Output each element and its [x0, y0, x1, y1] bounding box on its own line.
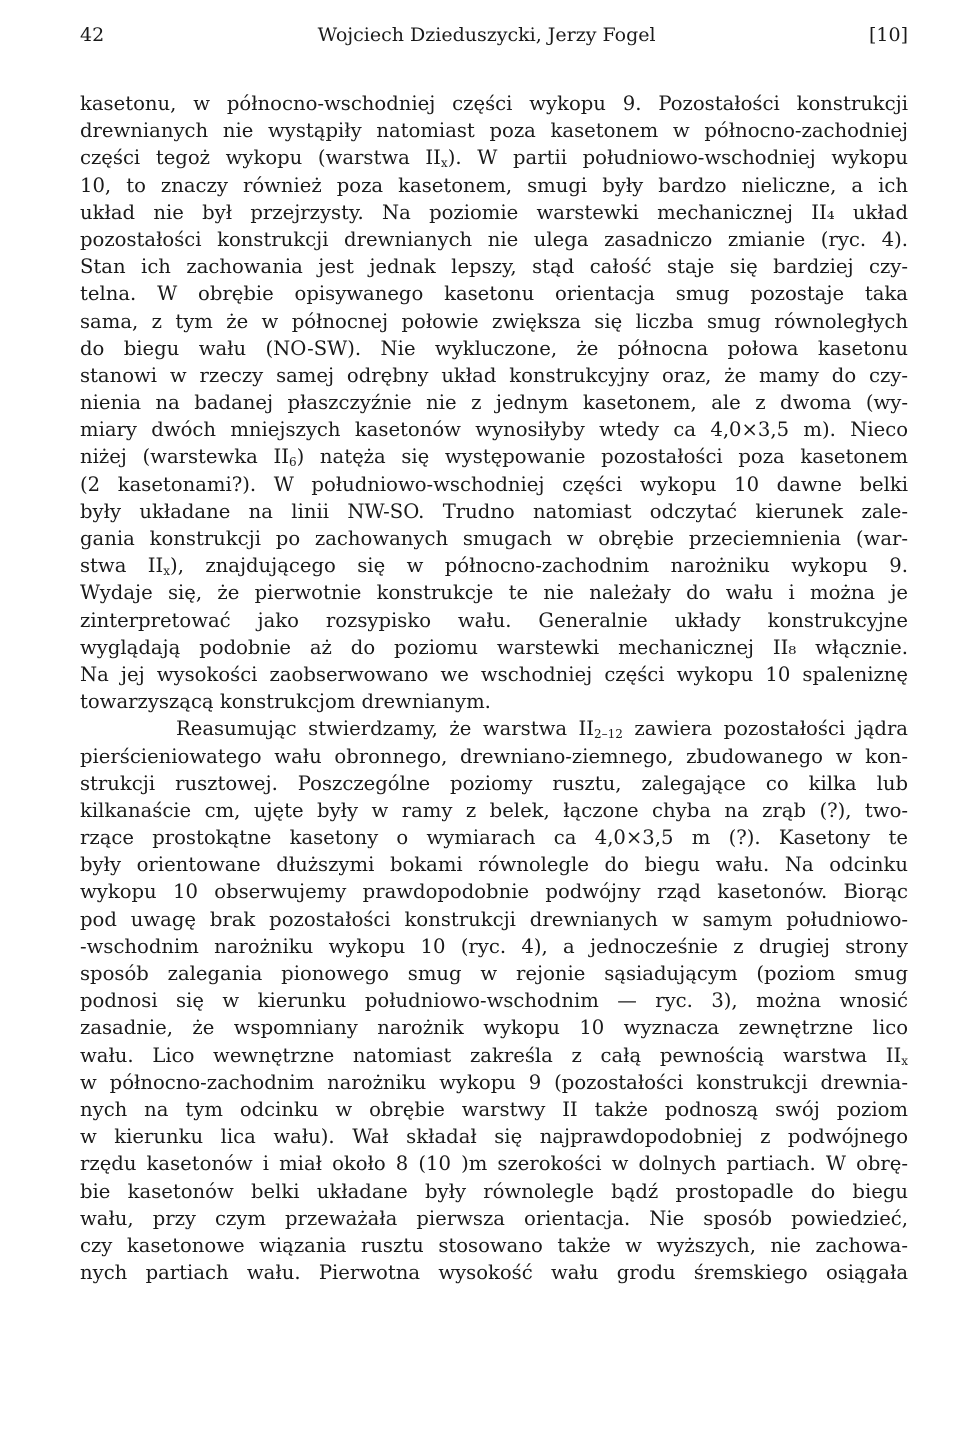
text-line: wyglądają podobnie aż do poziomu warstewki mechanicznej II₈ włącznie. — [80, 635, 908, 659]
text-line: bie kasetonów belki układane były równolegle bądź prostopadle do biegu — [80, 1179, 908, 1203]
text-line: rzędu kasetonów i miał około 8 (10 )m szerokości w dolnych partiach. W obrę- — [80, 1152, 908, 1176]
text-line: towarzyszącą konstrukcjom drewnianym. — [80, 690, 491, 714]
text-line: wykopu 10 obserwujemy prawdopodobnie podwójny rząd kasetonów. Biorąc — [80, 880, 908, 904]
text-line: 10, to znaczy również poza kasetonem, smugi były bardzo nieliczne, a ich — [80, 173, 908, 197]
text-line: pod uwagę brak pozostałości konstrukcji drewnianych w samym południowo- — [80, 907, 908, 931]
text-line: do biegu wału (NO-SW). Nie wykluczone, że północna połowa kasetonu — [80, 336, 908, 360]
text-line: pierścieniowatego wału obronnego, drewniano-ziemnego, zbudowanego w kon- — [80, 744, 908, 768]
text-line: Reasumując stwierdzamy, że warstwa $II_{2-12}$ zawiera pozostałości jądra — [176, 717, 908, 742]
text-line: Wydaje się, że pierwotnie konstrukcje te nie należały do wału i można je — [80, 581, 908, 605]
subscript: 2–12 — [594, 727, 623, 742]
subscript: x — [440, 156, 448, 171]
text-line: czy kasetonowe wiązania rusztu stosowano także w wyższych, nie zachowa- — [80, 1233, 908, 1257]
text-line: nych partiach wału. Pierwotna wysokość wału grodu śremskiego osiągała — [80, 1261, 908, 1285]
text-line: stanowi w rzeczy samej odrębny układ konstrukcyjny oraz, że mamy do czy- — [80, 363, 908, 387]
text-line: wału. Lico wewnętrzne natomiast zakreśla z całą pewnością warstwa $II_x$ — [80, 1043, 908, 1068]
text-line: zasadnie, że wspomniany narożnik wykopu 10 wyznacza zewnętrzne lico — [80, 1016, 908, 1040]
text-line: drewnianych nie wystąpiły natomiast poza kasetonem w północno-zachodniej — [80, 119, 908, 143]
subscript: x — [901, 1053, 908, 1068]
text-line: gania konstrukcji po zachowanych smugach w obrębie przeciemnienia (war- — [80, 527, 908, 550]
text-line: części tegoż wykopu (warstwa $II_x$). W partii południowo-wschodniej wykopu — [80, 146, 908, 171]
text-line: układ nie był przejrzysty. Na poziomie warstewki mechanicznej II₄ układ — [80, 200, 908, 224]
text-line: miary dwóch mniejszych kasetonów wynosiłyby wtedy ca 4,0×3,5 m). Nieco — [80, 418, 908, 442]
subscript: x — [163, 564, 171, 579]
text-line: nych na tym odcinku w obrębie warstwy II także podnoszą swój poziom — [80, 1097, 908, 1121]
text-line: Na jej wysokości zaobserwowano we wschodniej części wykopu 10 spaleniznę — [80, 662, 908, 686]
section-number: [10] — [868, 24, 908, 46]
text-line: kilkanaście cm, ujęte były w ramy z belek, łączone chyba na zrąb (?), two- — [80, 798, 908, 822]
text-line: strukcji rusztowej. Poszczególne poziomy rusztu, zalegające co kilka lub — [80, 771, 908, 795]
text-line: były układane na linii NW-SO. Trudno natomiast odczytać kierunek zale- — [80, 499, 908, 523]
text-line: -wschodnim narożniku wykopu 10 (ryc. 4), a jednocześnie z drugiej strony — [80, 934, 908, 958]
text-line: kasetonu, w północno-wschodniej części wykopu 9. Pozostałości konstrukcji — [80, 92, 908, 115]
text-line: w kierunku lica wału). Wał składał się najprawdopodobniej z podwójnego — [80, 1125, 908, 1149]
text-line: niżej (warstewka $II_6$) natęża się występowanie pozostałości poza kasetonem — [80, 445, 908, 470]
text-line: podnosi się w kierunku południowo-wschodnim — ryc. 3), można wnosić — [80, 989, 908, 1013]
subscript: 6 — [288, 455, 297, 470]
text-line: sama, z tym że w północnej połowie zwiększa się liczba smug równoległych — [80, 309, 908, 333]
text-line: sposób zalegania pionowego smug w rejonie sąsiadującym (poziom smug — [80, 962, 908, 985]
text-line: zinterpretować jako rozsypisko wału. Generalnie układy konstrukcyjne — [80, 608, 908, 632]
text-line: (2 kasetonami?). W południowo-wschodniej części wykopu 10 dawne belki — [80, 472, 908, 496]
text-line: telna. W obrębie opisywanego kasetonu orientacja smug pozostaje taka — [80, 282, 908, 306]
text-line: w północno-zachodnim narożniku wykopu 9 (pozostałości konstrukcji drewnia- — [80, 1070, 908, 1094]
running-header — [80, 18, 908, 52]
text-line: stwa $II_x$), znajdującego się w północno-zachodnim narożniku wykopu 9. — [80, 554, 908, 579]
text-line: pozostałości konstrukcji drewnianych nie ulega zasadniczo zmianie (ryc. 4). — [80, 227, 908, 251]
text-line: nienia na badanej płaszczyźnie nie z jednym kasetonem, ale z dwoma (wy- — [80, 391, 908, 415]
text-line: wału, przy czym przeważała pierwsza orientacja. Nie sposób powiedzieć, — [80, 1206, 908, 1230]
text-line: Stan ich zachowania jest jednak lepszy, stąd całość staje się bardziej czy- — [80, 255, 908, 279]
text-line: były orientowane dłuższymi bokami równolegle do biegu wału. Na odcinku — [80, 853, 908, 877]
body-text — [80, 90, 908, 1286]
text-line: rzące prostokątne kasetony o wymiarach ca 4,0×3,5 m (?). Kasetony te — [80, 826, 908, 850]
page-number: 42 — [80, 24, 105, 46]
running-title: Wojciech Dzieduszycki, Jerzy Fogel — [317, 24, 656, 46]
